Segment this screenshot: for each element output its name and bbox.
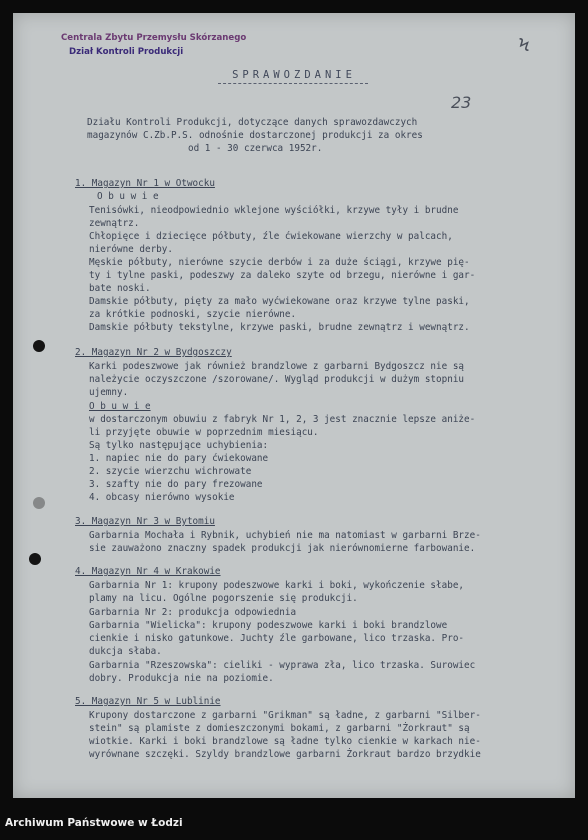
corner-mark: Ϟ [518,35,530,56]
text-line: zewnątrz. [89,218,140,229]
text-line: 4. obcasy nierówno wysokie [89,492,235,503]
text-line: nierówne derby. [89,244,173,255]
text-line: Damskie półbuty, pięty za mało wyćwiekowane oraz krzywe tylne paski, [89,296,470,307]
section-heading: 5. Magazyn Nr 5 w Lublinie [75,696,221,707]
punch-hole-top [33,340,45,352]
text-line: wyrównane szczęki. Szyldy brandzlowe garbarni Żorkraut bardzo brzydkie [89,749,481,760]
text-line: stein" są plamiste z domieszczonymi bokami, z garbarni "Żorkraut" są [89,723,470,734]
text-line: wiotkie. Karki i boki brandzlowe są ładne tylko cienkie w karkach nie- [89,736,481,747]
section-heading: O b u w i e [89,401,151,412]
text-line: w dostarczonym obuwiu z fabryk Nr 1, 2, 3 jest znacznie lepsze aniże- [89,414,476,425]
text-line: Garbarnia Nr 2: produkcja odpowiednia [89,607,297,618]
punch-hole-middle [33,497,45,509]
section-heading: 1. Magazyn Nr 1 w Otwocku [75,178,215,189]
text-line: za krótkie podnoski, szycie nierówne. [89,309,297,320]
text-line: Męskie półbuty, nierówne szycie derbów i za duże ściągi, krzywe pię- [89,257,470,268]
text-line: ty i tylne paski, podeszwy za daleko szyte od brzegu, nierówne i gar- [89,270,476,281]
text-line: 1. napiec nie do pary ćwiekowane [89,453,269,464]
text-line: O b u w i e [97,191,159,202]
text-line: li przyjęte obuwie w poprzednim miesiącu. [89,427,319,438]
intro-line-1: Działu Kontroli Produkcji, dotyczące danych sprawozdawczych [87,117,418,128]
text-line: należycie oczyszczone /szorowane/. Wygląd produkcji w dużym stopniu [89,374,465,385]
document-page [13,13,575,798]
stamp-line-1: Centrala Zbytu Przemysłu Skórzanego [61,33,247,43]
text-line: Tenisówki, nieodpowiednio wklejone wyściółki, krzywe tyły i brudne [89,205,459,216]
text-line: Garbarnia "Rzeszowska": cieliki - wyprawa zła, lico trzaska. Surowiec [89,660,476,671]
text-line: Garbarnia Mochała i Rybnik, uchybień nie ma natomiast w garbarni Brze- [89,530,481,541]
section-heading: 2. Magazyn Nr 2 w Bydgoszczy [75,347,232,358]
text-line: Karki podeszwowe jak również brandzlowe z garbarni Bydgoszcz nie są [89,361,465,372]
text-line: Chłopięce i dziecięce półbuty, źle ćwiekowane wierzchy w palcach, [89,231,453,242]
text-line: dukcja słaba. [89,646,162,657]
punch-hole-bottom [29,553,41,565]
text-line: Garbarnia "Wielicka": krupony podeszwowe karki i boki brandzlowe [89,620,448,631]
text-line: 3. szafty nie do pary frezowane [89,479,263,490]
text-line: Damskie półbuty tekstylne, krzywe paski, brudne zewnątrz i wewnątrz. [89,322,470,333]
text-line: sie zauważono znaczny spadek produkcji jak nierównomierne farbowanie. [89,543,476,554]
section-heading: 3. Magazyn Nr 3 w Bytomiu [75,516,215,527]
text-line: ujemny. [89,387,129,398]
text-line: Krupony dostarczone z garbarni "Grikman" są ładne, z garbarni "Silber- [89,710,481,721]
page-number: 23 [451,93,472,112]
document-title: SPRAWOZDANIE [232,69,356,81]
text-line: cienkie i nisko gatunkowe. Juchty źle garbowane, lico trzaska. Pro- [89,633,465,644]
text-line: bate noski. [89,283,151,294]
intro-line-2: magazynów C.Zb.P.S. odnośnie dostarczonej produkcji za okres [87,130,423,141]
intro-line-3: od 1 - 30 czerwca 1952r. [188,143,323,154]
text-line: dobry. Produkcja nie na poziomie. [89,673,274,684]
title-underline [218,83,368,84]
stamp-line-2: Dział Kontroli Produkcji [69,47,184,57]
text-line: Są tylko następujące uchybienia: [89,440,269,451]
section-heading: 4. Magazyn Nr 4 w Krakowie [75,566,221,577]
text-line: 2. szycie wierzchu wichrowate [89,466,252,477]
archive-caption: Archiwum Państwowe w Łodzi [5,817,183,829]
text-line: Garbarnia Nr 1: krupony podeszwowe karki i boki, wykończenie słabe, [89,580,465,591]
text-line: plamy na licu. Ogólne pogorszenie się produkcji. [89,593,358,604]
